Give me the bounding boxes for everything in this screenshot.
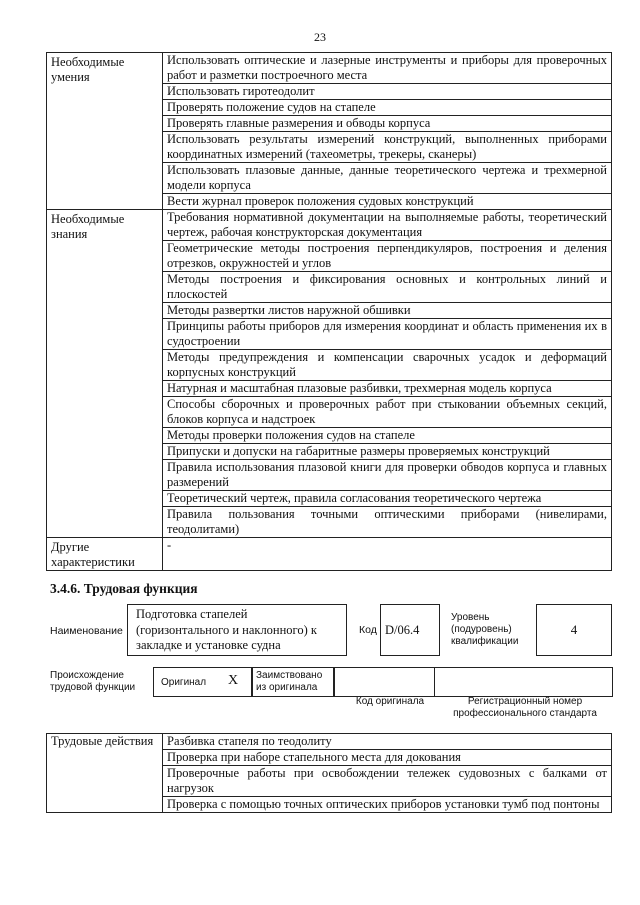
requirement-item: Требования нормативной документации на выполняемые работы, теоретический чертеж, рабочая конструкторская документация (163, 210, 612, 241)
level-box (536, 604, 612, 656)
requirement-item: Методы проверки положения судов на стапеле (163, 428, 612, 444)
requirement-item: Проверка при наборе стапельного места для докования (163, 750, 612, 766)
requirement-item: Правила использования плазовой книги для проверки обводов корпуса и главных размерений (163, 460, 612, 491)
requirement-item: Разбивка стапеля по теодолиту (163, 734, 612, 750)
requirement-item: Проверять главные размерения и обводы корпуса (163, 116, 612, 132)
requirement-item: Вести журнал проверок положения судовых конструкций (163, 194, 612, 210)
requirement-item: Способы сборочных и проверочных работ при стыковании объемных секций, блоков корпуса и надстроек (163, 397, 612, 428)
level-value: 4 (570, 622, 578, 637)
requirement-item: Методы предупреждения и компенсации сварочных усадок и деформаций корпусных конструкций (163, 350, 612, 381)
requirement-item: - (163, 538, 612, 571)
requirement-item: Правила пользования точными оптическими приборами (нивелирами, теодолитами) (163, 507, 612, 538)
requirement-item: Принципы работы приборов для измерения координат и область применения их в судостроении (163, 319, 612, 350)
table-row (47, 538, 612, 571)
requirement-item: Методы построения и фиксирования основных и контрольных линий и плоскостей (163, 272, 612, 303)
requirement-item: Геометрические методы построения перпендикуляров, построения и деления отрезков, окружностей и углов (163, 241, 612, 272)
requirement-item: Использовать гиротеодолит (163, 84, 612, 100)
name-box (127, 604, 347, 656)
row-group-label: Необходимые знания (47, 210, 163, 538)
requirement-item: Использовать плазовые данные, данные теоретического чертежа и трехмерной модели корпуса (163, 163, 612, 194)
table-row (47, 53, 612, 84)
row-group-label: Трудовые действия (47, 734, 163, 813)
requirements-table (46, 52, 612, 571)
borrowed-label: Заимствовано из оригинала (256, 670, 323, 693)
requirement-item: Использовать результаты измерений конструкций, выполненных приборами координатных измерений (тахеометры, трекеры, сканеры) (163, 132, 612, 163)
original-label: Оригинал (161, 677, 207, 688)
name-label: Наименование (50, 625, 123, 637)
code-label: Код (359, 624, 377, 636)
code-original-caption: Код оригинала (355, 696, 425, 707)
labor-actions-table (46, 733, 612, 813)
requirement-item: Натурная и масштабная плазовые разбивки, трехмерная модель корпуса (163, 381, 612, 397)
requirement-item: Теоретический чертеж, правила согласования теоретического чертежа (163, 491, 612, 507)
function-name: Подготовка стапелей (горизонтального и наклонного) к закладке и установке судна (136, 607, 317, 652)
origin-label: Происхождение трудовой функции (50, 670, 136, 693)
requirement-item: Использовать оптические и лазерные инструменты и приборы для проверочных работ и разметки построечного места (163, 53, 612, 84)
row-group-label: Другие характеристики (47, 538, 163, 571)
requirement-item: Проверка с помощью точных оптических приборов установки тумб под понтоны (163, 797, 612, 813)
row-group-label: Необходимые умения (47, 53, 163, 210)
section-title: 3.4.6. Трудовая функция (50, 581, 198, 596)
table-row (47, 734, 612, 750)
requirement-item: Проверочные работы при освобождении тележек судовозных с балками от нагрузок (163, 766, 612, 797)
original-mark: X (228, 673, 239, 688)
code-original-cell (334, 667, 435, 697)
requirement-item: Припуски и допуски на габаритные размеры проверяемых конструкций (163, 444, 612, 460)
page-number: 23 (314, 30, 326, 44)
level-label: Уровень (подуровень) квалификации (451, 612, 519, 647)
requirement-item: Методы развертки листов наружной обшивки (163, 303, 612, 319)
code-value: D/06.4 (385, 623, 420, 637)
reg-number-caption: Регистрационный номер профессионального стандарта (453, 696, 597, 719)
requirement-item: Проверять положение судов на стапеле (163, 100, 612, 116)
table-row (47, 210, 612, 241)
code-box (380, 604, 440, 656)
